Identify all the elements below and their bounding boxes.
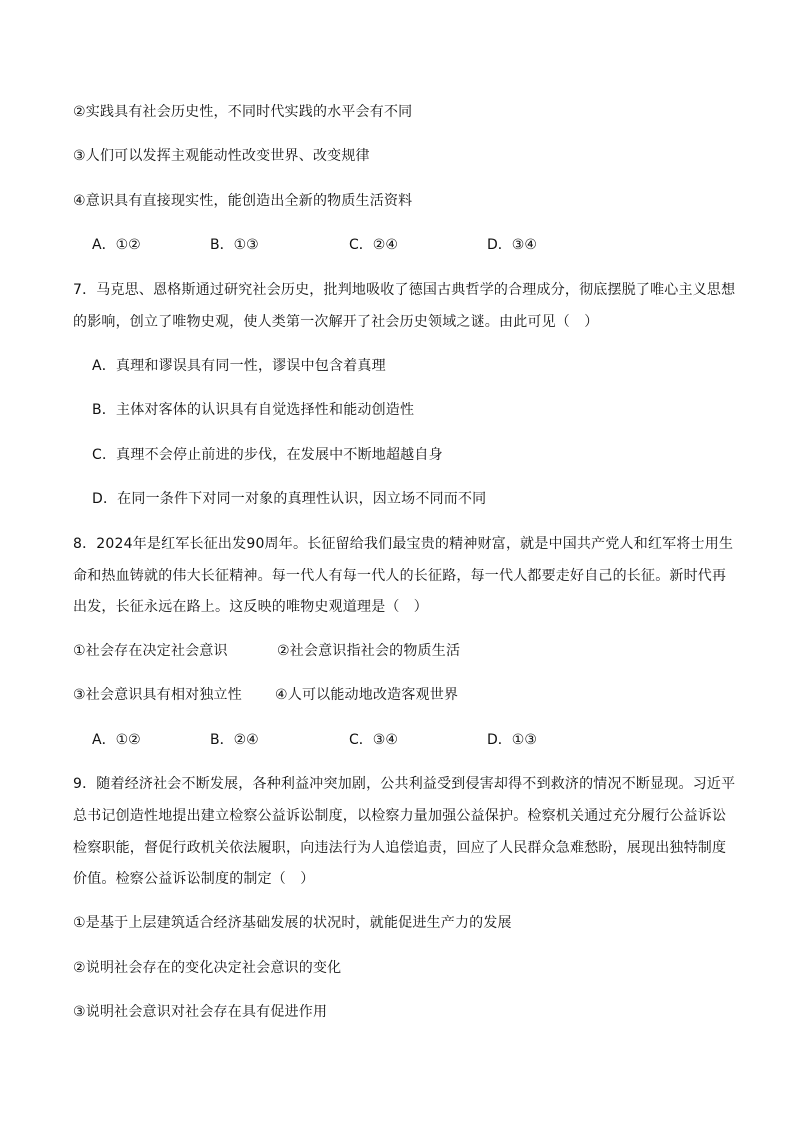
q6-statement-4: ④意识具有直接现实性，能创造出全新的物质生活资料 xyxy=(73,193,413,209)
q8-option-a: A．①② xyxy=(92,732,141,748)
q7-option-a: A．真理和谬误具有同一性，谬误中包含着真理 xyxy=(92,358,386,374)
q8-stem-line-2: 命和热血铸就的伟大长征精神。每一代人有每一代人的长征路，每一代人都要走好自己的长征。新时代再 xyxy=(73,568,727,584)
q9-stem-line-1: 9．随着经济社会不断发展，各种利益冲突加剧，公共利益受到侵害却得不到救济的情况不断显现。习近平 xyxy=(73,776,736,792)
q7-stem-line-2: 的影响，创立了唯物史观，使人类第一次解开了社会历史领域之谜。由此可见（ ） xyxy=(73,314,599,330)
q8-option-b: B．②④ xyxy=(210,732,259,748)
q8-option-d: D．①③ xyxy=(487,732,537,748)
q6-statement-2: ②实践具有社会历史性，不同时代实践的水平会有不同 xyxy=(73,104,413,120)
q7-option-d: D．在同一条件下对同一对象的真理性认识，因立场不同而不同 xyxy=(92,491,487,507)
q7-stem-line-1: 7．马克思、恩格斯通过研究社会历史，批判地吸收了德国古典哲学的合理成分，彻底摆脱了唯心主义思想 xyxy=(73,282,736,298)
q9-statement-2: ②说明社会存在的变化决定社会意识的变化 xyxy=(73,960,342,976)
q9-stem-line-3: 检察职能，督促行政机关依法履职，向违法行为人追偿追责，回应了人民群众急难愁盼，展现出独特制度 xyxy=(73,840,727,856)
q7-option-b: B．主体对客体的认识具有自觉选择性和能动创造性 xyxy=(92,402,415,418)
q8-stem-line-1: 8．2024年是红军长征出发90周年。长征留给我们最宝贵的精神财富，就是中国共产党人和红军将士用生 xyxy=(73,536,734,552)
q9-statement-3: ③说明社会意识对社会存在具有促进作用 xyxy=(73,1004,328,1020)
q7-option-c: C．真理不会停止前进的步伐，在发展中不断地超越自身 xyxy=(92,447,443,463)
q6-option-d: D．③④ xyxy=(487,237,537,253)
q8-statement-3: ③社会意识具有相对独立性 xyxy=(73,687,242,703)
q9-stem-line-2: 总书记创造性地提出建立检察公益诉讼制度，以检察力量加强公益保护。检察机关通过充分履行公益诉讼 xyxy=(73,808,727,824)
q9-statement-1: ①是基于上层建筑适合经济基础发展的状况时，就能促进生产力的发展 xyxy=(73,915,512,931)
q6-option-b: B．①③ xyxy=(210,237,259,253)
q9-stem-line-4: 价值。检察公益诉讼制度的制定（ ） xyxy=(73,871,315,887)
q8-stem-line-3: 出发，长征永远在路上。这反映的唯物史观道理是（ ） xyxy=(73,599,428,615)
q6-option-a: A．①② xyxy=(92,237,141,253)
q8-option-c: C．③④ xyxy=(349,732,398,748)
q6-statement-3: ③人们可以发挥主观能动性改变世界、改变规律 xyxy=(73,148,370,164)
q8-statement-2: ②社会意识指社会的物质生活 xyxy=(277,643,461,659)
q8-statement-4: ④人可以能动地改造客观世界 xyxy=(275,687,459,703)
q6-option-c: C．②④ xyxy=(349,237,398,253)
q8-statement-1: ①社会存在决定社会意识 xyxy=(73,643,228,659)
